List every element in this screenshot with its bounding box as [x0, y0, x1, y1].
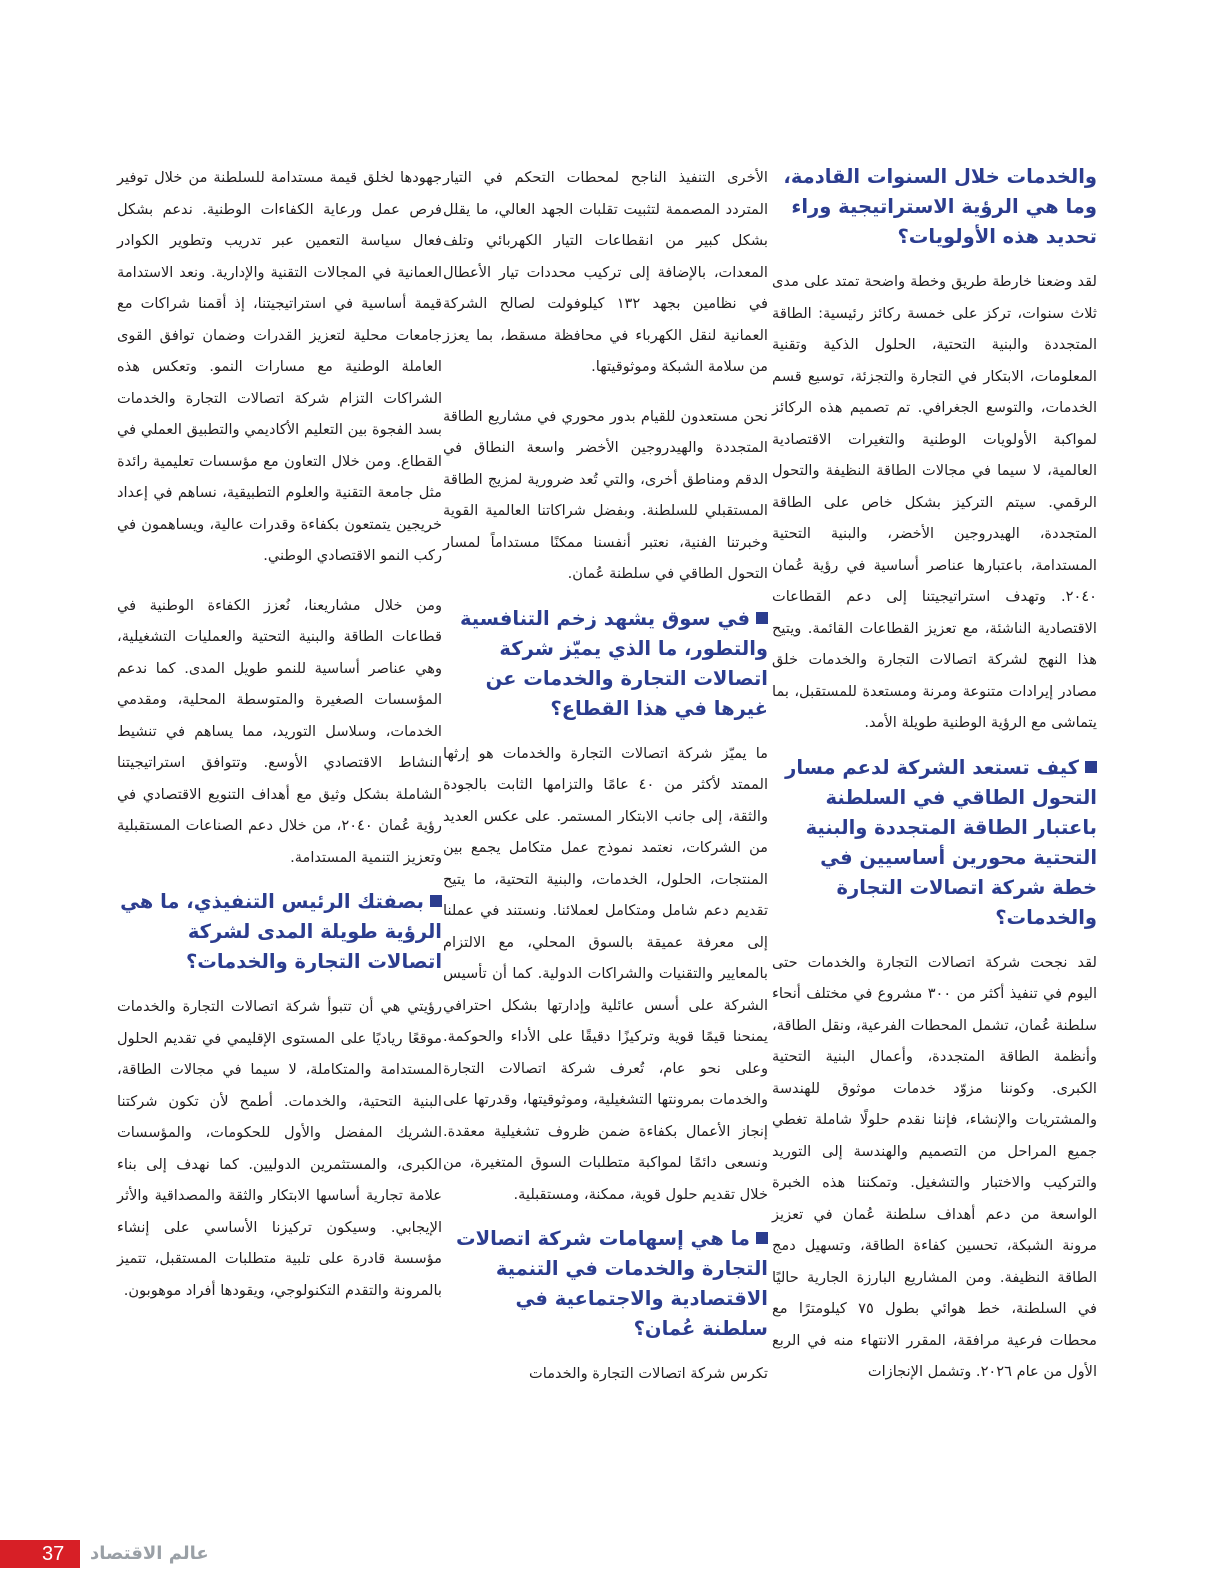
answer-paragraph: لقد وضعنا خارطة طريق وخطة واضحة تمتد على مدى ثلاث سنوات، تركز على خمسة ركائز رئيسية: الطاقة المتجددة والبنية التحتية، الحلول الذكية وتقنية المعلومات، الابتكار في التجارة والتجزئة، توسيع قسم الخدمات، والتوسع الجغرافي. تم تصميم هذه الركائز لمواكبة الأولويات الوطنية والتغيرات الاقتصادية العالمية، لا سيما في مجالات الطاقة النظيفة والتحول الرقمي. سيتم التركيز بشكل خاص على الطاقة المتجددة، الهيدروجين الأخضر، والبنية التحتية المستدامة، باعتبارها عناصر أساسية في رؤية عُمان ٢٠٤٠. وتهدف استراتيجيتنا إلى دعم القطاعات الاقتصادية الناشئة، مع تعزيز القطاعات القائمة. ويتيح هذا النهج لشركة اتصالات التجارة والخدمات خلق مصادر إيرادات متنوعة ومرنة ومستعدة للمستقبل، بما يتماشى مع الرؤية الوطنية طويلة الأمد.: [772, 273, 1097, 731]
question-heading-text: ما هي إسهامات شركة اتصالات التجارة والخدمات في التنمية الاقتصادية والاجتماعية في سلطنة عُمان؟: [456, 1227, 768, 1340]
magazine-name: عالم الاقتصاد: [90, 1543, 209, 1564]
question-heading: [117, 887, 442, 977]
article-column-left: [117, 162, 442, 1306]
question-heading-text: في سوق يشهد زخم التنافسية والتطور، ما الذي يميّز شركة اتصالات التجارة والخدمات عن غيرها في هذا القطاع؟: [459, 606, 768, 720]
answer-paragraph: رؤيتي هي أن تتبوأ شركة اتصالات التجارة والخدمات موقعًا رياديًا على المستوى الإقليمي في تقديم الحلول المستدامة والمتكاملة، لا سيما في مجالات الطاقة، البنية التحتية، والخدمات. أطمح لأن تكون شركتنا الشريك المفضل والأول للحكومات، والمؤسسات الكبرى، والمستثمرين الدوليين. كما نهدف إلى بناء علامة تجارية أساسها الابتكار والثقة والمصداقية والأثر الإيجابي. وسيكون تركيزنا الأساسي على إنشاء مؤسسة قادرة على تلبية متطلبات المستقبل، تتميز بالمرونة والتقدم التكنولوجي، ويقودها أفراد موهوبون.: [117, 998, 442, 1299]
page-number: 37: [42, 1543, 65, 1565]
square-bullet-icon: [1085, 761, 1097, 773]
question-heading: [772, 753, 1097, 933]
square-bullet-icon: [756, 1232, 768, 1244]
answer-paragraph: الأخرى التنفيذ الناجح لمحطات التحكم في التيار المتردد المصممة لتثبيت تقلبات الجهد العالي، ما يقلل بشكل كبير من انقطاعات التيار الكهربائي وتلف المعدات، بالإضافة إلى تركيب محددات تيار الأعطال في نظامين بجهد ١٣٢ كيلوفولت لصالح الشركة العمانية لنقل الكهرباء في محافظة مسقط، بما يعزز من سلامة الشبكة وموثوقيتها.: [443, 169, 768, 375]
answer-paragraph: ومن خلال مشاريعنا، نُعزز الكفاءة الوطنية في قطاعات الطاقة والبنية التحتية والعمليات التشغيلية، وهي عناصر أساسية للنمو طويل المدى. كما ندعم المؤسسات الصغيرة والمتوسطة المحلية، ومقدمي الخدمات، وسلاسل التوريد، مما يساهم في تنشيط النشاط الاقتصادي الأوسع. وتتوافق استراتيجيتنا الشاملة بشكل وثيق مع أهداف التنويع الاقتصادي في رؤية عُمان ٢٠٤٠، من خلال دعم الصناعات المستقبلية وتعزيز التنمية المستدامة.: [117, 596, 442, 866]
article-column-right: [772, 162, 1097, 1388]
answer-paragraph: لقد نجحت شركة اتصالات التجارة والخدمات حتى اليوم في تنفيذ أكثر من ٣٠٠ مشروع في مختلف أنحاء سلطنة عُمان، تشمل المحطات الفرعية، ونقل الطاقة، وأنظمة الطاقة المتجددة، وأعمال البنية التحتية الكبرى. وكوننا مزوّد خدمات موثوق للهندسة والمشتريات والإنشاء، فإننا نقدم حلولًا شاملة تغطي جميع المراحل من التصميم والهندسة إلى التوريد والتركيب والاختبار والتشغيل. وتمكننا هذه الخبرة الواسعة من دعم أهداف سلطنة عُمان في تعزيز مرونة الشبكة، تحسين كفاءة الطاقة، وتسهيل دمج الطاقة النظيفة. ومن المشاريع البارزة الجارية حاليًا في السلطنة، خط هوائي بطول ٧٥ كيلومترًا مع محطات فرعية مرافقة، المقرر الانتهاء منه في الربع الأول من عام ٢٠٢٦. وتشمل الإنجازات: [772, 953, 1097, 1380]
square-bullet-icon: [756, 612, 768, 624]
answer-paragraph: ما يميّز شركة اتصالات التجارة والخدمات هو إرثها الممتد لأكثر من ٤٠ عامًا والتزامها الثابت بالجودة والثقة، إلى جانب الابتكار المستمر. على عكس العديد من الشركات، نعتمد نموذج عمل متكامل يجمع بين المنتجات، الحلول، الخدمات، والبنية التحتية، ما يتيح تقديم دعم شامل ومتكامل لعملائنا. ونستند في عملنا إلى معرفة عميقة بالسوق المحلي، مع الالتزام بالمعايير والتقنيات والشراكات الدولية. كما أن تأسيس الشركة على أسس عائلية وإدارتها بشكل احترافي يمنحنا قيمًا قوية وتركيزًا دقيقًا على الأداء والحوكمة. وعلى نحو عام، تُعرف شركة اتصالات التجارة والخدمات بمرونتها التشغيلية، وموثوقيتها، وقدرتها على إنجاز الأعمال بكفاءة ضمن ظروف تشغيلية معقدة. ونسعى دائمًا لمواكبة متطلبات السوق المتغيرة، من خلال تقديم حلول قوية، ممكنة، ومستقبلية.: [443, 744, 768, 1203]
question-heading: والخدمات خلال السنوات القادمة، وما هي الرؤية الاستراتيجية وراء تحديد هذه الأولويات؟: [783, 165, 1097, 248]
question-heading-text: بصفتك الرئيس التنفيذي، ما هي الرؤية طويلة المدى لشركة اتصالات التجارة والخدمات؟: [120, 890, 442, 973]
page-number-bar: [0, 1540, 80, 1568]
square-bullet-icon: [430, 895, 442, 907]
question-heading: [443, 604, 768, 724]
question-heading-text: كيف تستعد الشركة لدعم مسار التحول الطاقي في السلطنة باعتبار الطاقة المتجددة والبنية التحتية محورين أساسيين في خطة شركة اتصالات التجارة والخدمات؟: [785, 755, 1097, 929]
answer-paragraph: جهودها لخلق قيمة مستدامة للسلطنة من خلال توفير فرص عمل ورعاية الكفاءات الوطنية. ندعم بشكل فعال سياسة التعمين عبر تدريب وتطوير الكوادر العمانية في المجالات التقنية والإدارية. ونعد الاستدامة قيمة أساسية في استراتيجيتنا، إذ أقمنا شراكات مع جامعات محلية لتعزيز القدرات وضمان توافق القوى العاملة الوطنية مع مسارات النمو. وتعكس هذه الشراكات التزام شركة اتصالات التجارة والخدمات بسد الفجوة بين التعليم الأكاديمي والتطبيق العملي في القطاع. ومن خلال التعاون مع مؤسسات تعليمية رائدة مثل جامعة التقنية والعلوم التطبيقية، نساهم في إعداد خريجين يتمتعون بكفاءة وقدرات عالية، ويساهمون في ركب النمو الاقتصادي الوطني.: [117, 169, 442, 564]
article-column-middle: [443, 162, 768, 1390]
question-heading: [443, 1224, 768, 1344]
answer-paragraph: تكرس شركة اتصالات التجارة والخدمات: [529, 1365, 768, 1382]
answer-paragraph: نحن مستعدون للقيام بدور محوري في مشاريع الطاقة المتجددة والهيدروجين الأخضر واسعة النطاق في الدقم ومناطق أخرى، والتي تُعد ضرورية لمزيج الطاقة المستقبلي للسلطنة. وبفضل شراكاتنا العالمية القوية وخبرتنا الفنية، نعتبر أنفسنا ممكنًا مستداماً لمسار التحول الطاقي في سلطنة عُمان.: [443, 407, 768, 582]
